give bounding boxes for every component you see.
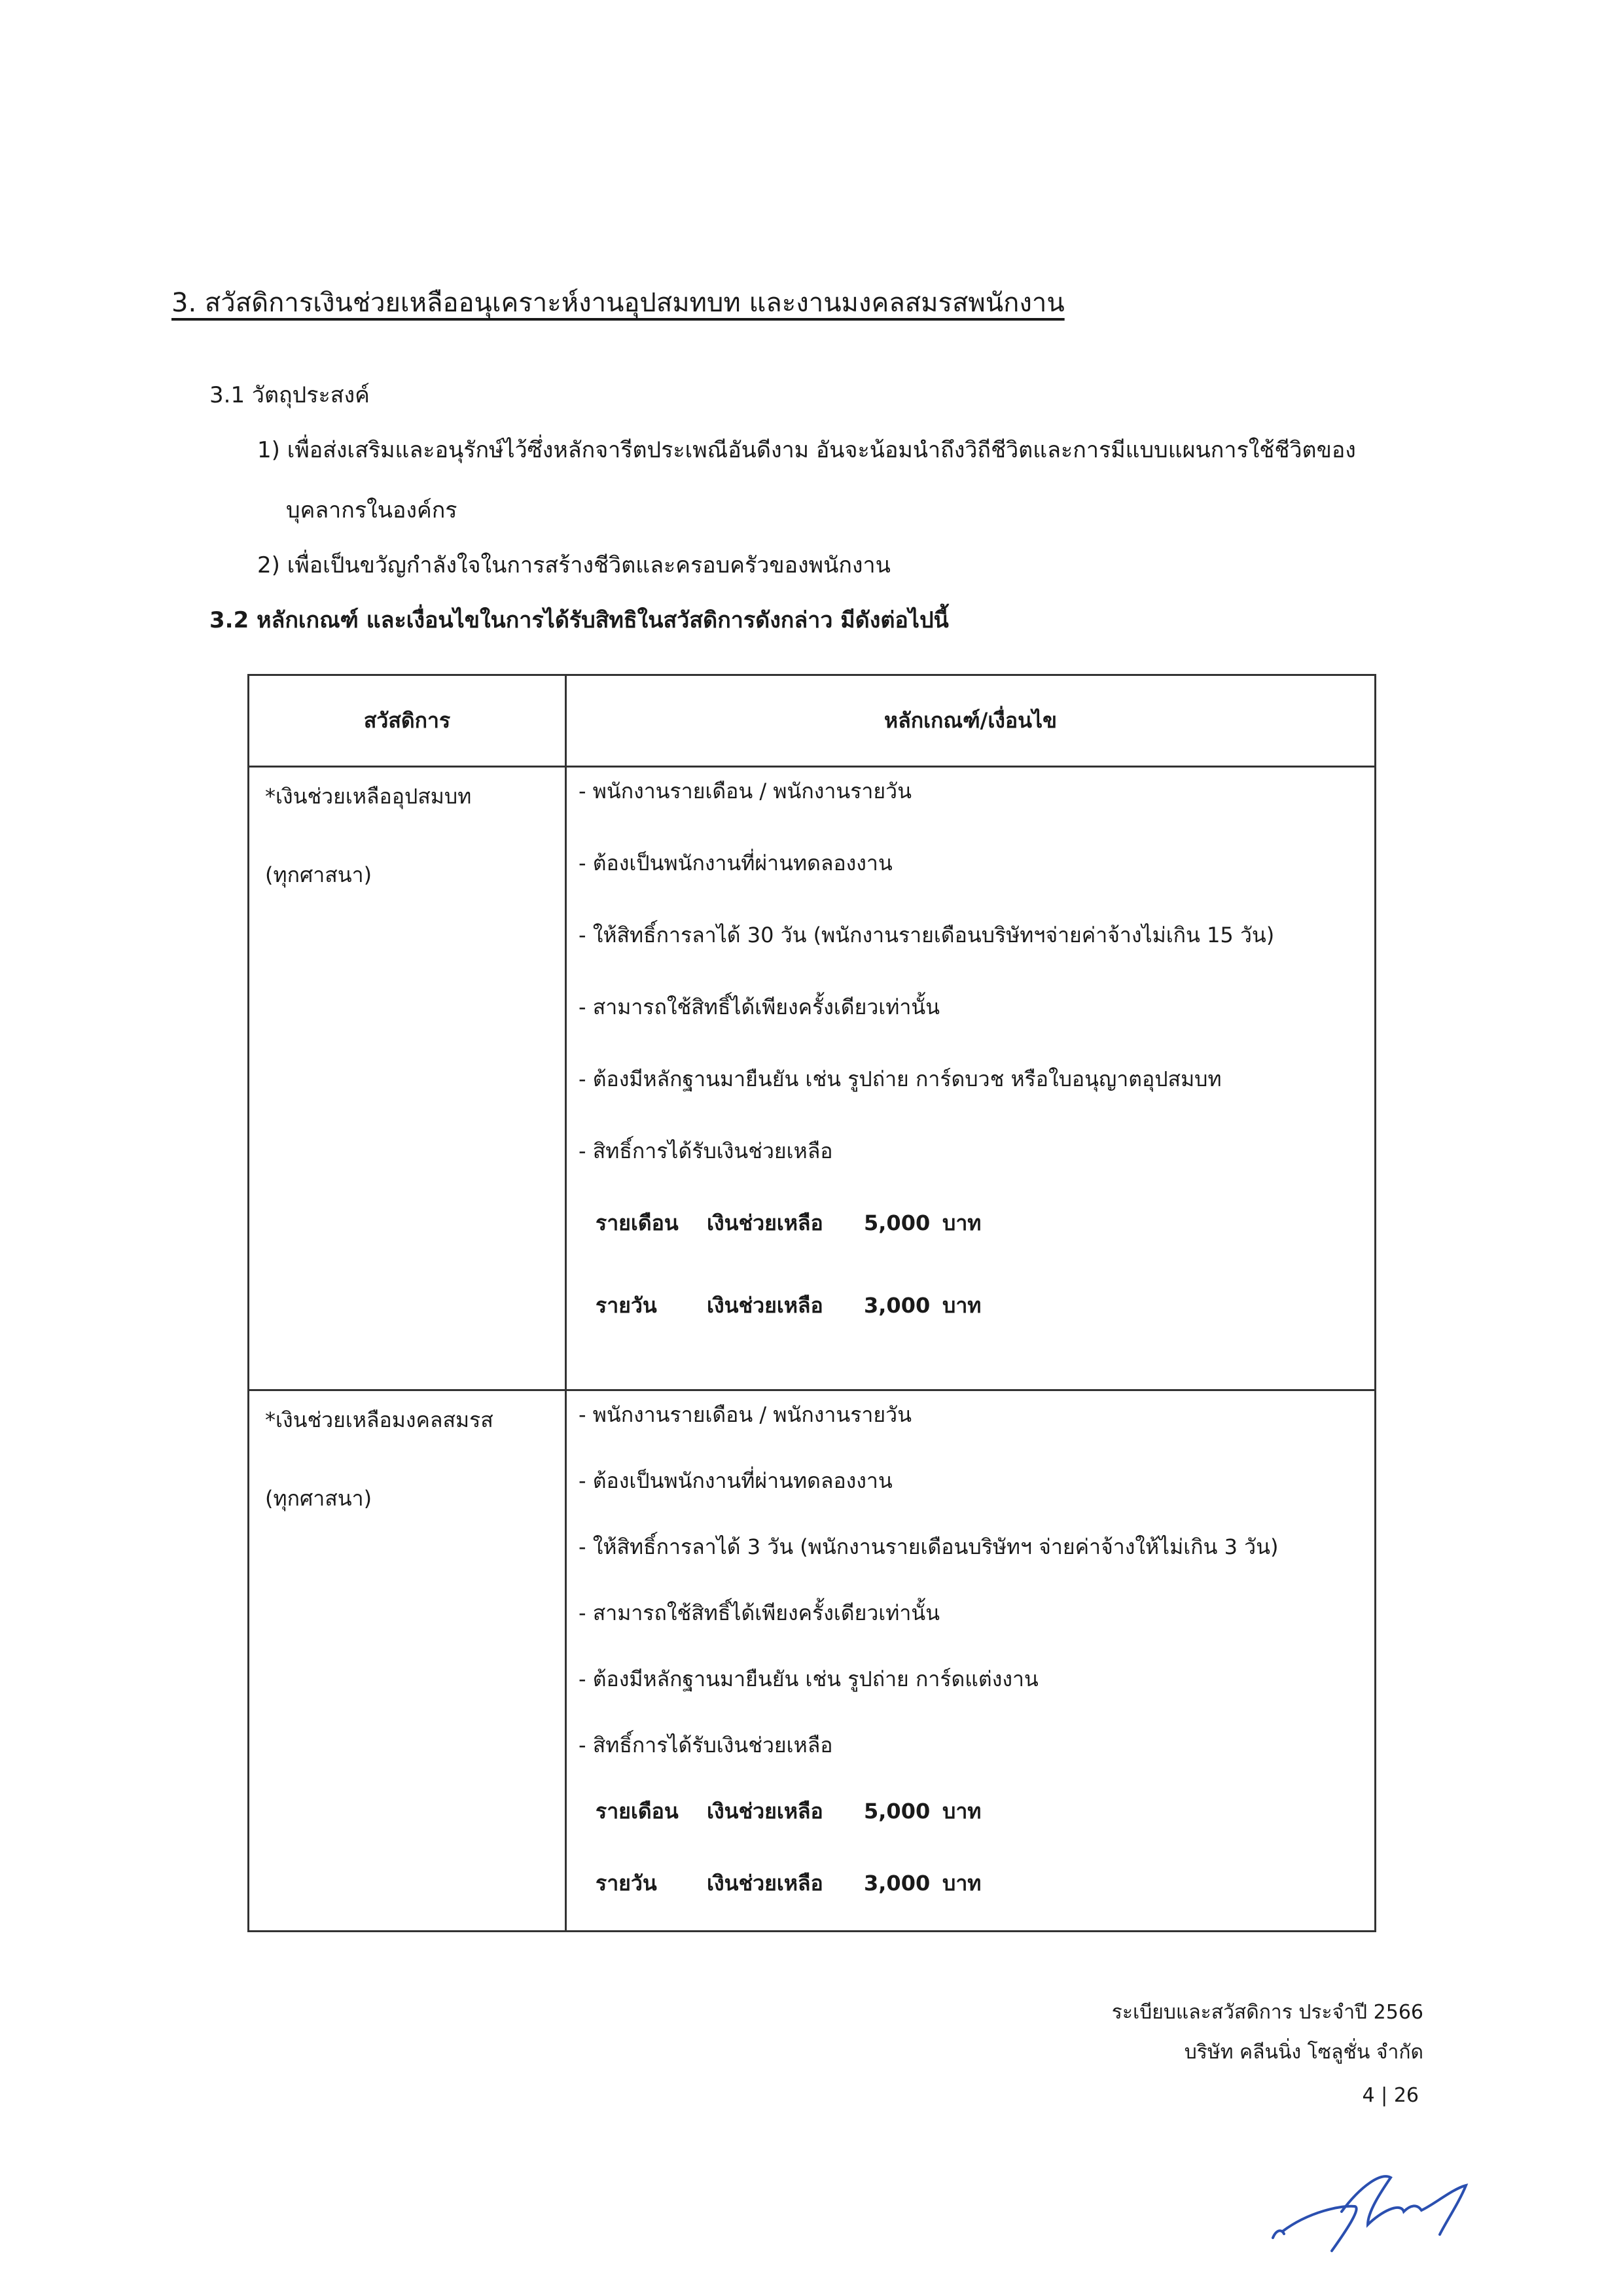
amount-monthly [579,1212,1374,1295]
criteria-line: - ให้สิทธิ์การลาได้ 30 วัน (พนักงานรายเดือนบริษัทฯจ่ายค่าจ้างไม่เกิน 15 วัน) [579,923,1275,947]
amount-monthly [579,1801,1374,1873]
criteria-line: - พนักงานรายเดือน / พนักงานรายวัน [579,1402,912,1427]
amount-type: รายเดือน [596,1799,679,1824]
objectives-heading: 3.1 วัตถุประสงค์ [209,382,370,408]
benefit-cell [249,767,566,1390]
criteria-line: - ต้องมีหลักฐานมายืนยัน เช่น รูปถ่าย การ์ดแต่งงาน [579,1667,1039,1691]
amount-type: รายวัน [596,1871,657,1896]
amount-type: รายวัน [596,1293,657,1318]
objective-item-1: 1) เพื่อส่งเสริมและอนุรักษ์ไว้ซึ่งหลักจารีตประเพณีอันดีงาม อันจะน้อมนำถึงวิถีชีวิตและการมีแบบแผนการใช้ชีวิตของ [257,437,1356,463]
benefit-name: *เงินช่วยเหลืออุปสมบท [265,784,472,809]
criteria-line: - ต้องมีหลักฐานมายืนยัน เช่น รูปถ่าย การ์ดบวช หรือใบอนุญาตอุปสมบท [579,1067,1222,1091]
objective-item-2: 2) เพื่อเป็นขวัญกำลังใจในการสร้างชีวิตและครอบครัวของพนักงาน [257,552,891,578]
table-row-wedding [249,1390,1376,1932]
table-row-ordination [249,767,1376,1390]
objective-item-1-continued: บุคลากรในองค์กร [286,497,457,523]
amount-value: 3,000 [864,1871,931,1896]
signature-mark [1270,2166,1505,2264]
amount-label: เงินช่วยเหลือ [707,1871,823,1896]
criteria-line: - ต้องเป็นพนักงานที่ผ่านทดลองงาน [579,851,893,875]
table-header-row [249,675,1376,767]
amount-value: 5,000 [864,1210,931,1235]
benefit-religion-note: (ทุกศาสนา) [265,1486,372,1511]
amount-value: 5,000 [864,1799,931,1824]
page-title: 3. สวัสดิการเงินช่วยเหลืออนุเคราะห์งานอุปสมทบท และงานมงคลสมรสพนักงาน [171,288,1065,318]
table-header-criteria: หลักเกณฑ์/เงื่อนไข [566,675,1376,767]
welfare-table [247,674,1376,1932]
criteria-line: - ต้องเป็นพนักงานที่ผ่านทดลองงาน [579,1468,893,1493]
footer-company-name: บริษัท คลีนนิ่ง โซลูชั่น จำกัด [1184,2041,1423,2064]
table-header-benefit: สวัสดิการ [249,675,566,767]
footer-document-title: ระเบียบและสวัสดิการ ประจำปี 2566 [1111,2001,1423,2024]
amount-type: รายเดือน [596,1210,679,1235]
criteria-line: - สิทธิ์การได้รับเงินช่วยเหลือ [579,1733,833,1757]
criteria-cell [566,767,1376,1390]
criteria-cell [566,1390,1376,1932]
amount-label: เงินช่วยเหลือ [707,1293,823,1318]
amount-value: 3,000 [864,1293,931,1318]
amount-label: เงินช่วยเหลือ [707,1799,823,1824]
amount-daily [579,1295,1374,1377]
page-number: 4 | 26 [1362,2084,1419,2107]
benefit-name: *เงินช่วยเหลือมงคลสมรส [265,1407,493,1432]
criteria-line: - สิทธิ์การได้รับเงินช่วยเหลือ [579,1139,833,1163]
benefit-cell [249,1390,566,1932]
amount-unit: บาท [942,1799,982,1824]
criteria-line: - ให้สิทธิ์การลาได้ 3 วัน (พนักงานรายเดือนบริษัทฯ จ่ายค่าจ้างให้ไม่เกิน 3 วัน) [579,1534,1279,1559]
amount-daily [579,1873,1374,1918]
amount-unit: บาท [942,1871,982,1896]
criteria-line: - พนักงานรายเดือน / พนักงานรายวัน [579,779,912,804]
amount-unit: บาท [942,1210,982,1235]
criteria-heading: 3.2 หลักเกณฑ์ และเงื่อนไขในการได้รับสิทธิในสวัสดิการดังกล่าว มีดังต่อไปนี้ [209,607,949,633]
amount-unit: บาท [942,1293,982,1318]
amount-label: เงินช่วยเหลือ [707,1210,823,1235]
criteria-line: - สามารถใช้สิทธิ์ได้เพียงครั้งเดียวเท่านั้น [579,995,940,1019]
benefit-religion-note: (ทุกศาสนา) [265,862,372,887]
criteria-line: - สามารถใช้สิทธิ์ได้เพียงครั้งเดียวเท่านั้น [579,1600,940,1625]
